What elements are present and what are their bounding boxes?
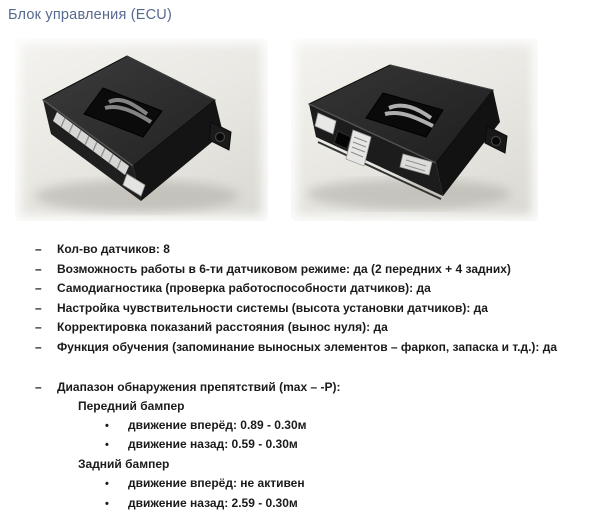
range-item-text: движение вперёд: не активен <box>128 475 305 490</box>
dash-marker: – <box>35 380 42 394</box>
range-item <box>35 474 592 494</box>
bullet-marker: • <box>105 497 109 510</box>
dash-marker: – <box>35 261 42 276</box>
dash-marker: – <box>35 281 42 296</box>
spec-item <box>35 240 592 260</box>
range-item <box>35 494 592 514</box>
spec-list-range <box>35 378 592 514</box>
range-item-text: движение вперёд: 0.89 - 0.30м <box>128 417 307 432</box>
range-heading: Диапазон обнаружения препятствий (max – -P): <box>57 380 341 394</box>
spec-item-text: Возможность работы в 6-ти датчиковом режиме: да (2 передних + 4 задних) <box>57 261 511 276</box>
bullet-marker: • <box>105 477 109 490</box>
spec-item <box>35 260 592 280</box>
ecu-box-front-left-view <box>15 38 268 221</box>
spec-item-text: Функция обучения (запоминание выносных элементов – фаркоп, запаска и т.д.): да <box>57 339 558 354</box>
spec-item <box>35 338 592 358</box>
range-heading-row <box>35 378 592 397</box>
dash-marker: – <box>35 242 42 256</box>
spec-item <box>35 279 592 299</box>
spec-item <box>35 299 592 319</box>
range-item-text: движение назад: 0.59 - 0.30м <box>128 437 298 452</box>
spec-item-text: Самодиагностика (проверка работоспособности датчиков): да <box>57 281 431 296</box>
spec-list-main <box>35 240 592 358</box>
ecu-box-front-right-view <box>291 38 538 221</box>
bullet-marker: • <box>105 439 109 452</box>
dash-marker: – <box>35 300 42 315</box>
ecu-photo-left <box>15 38 268 221</box>
dash-marker: – <box>35 339 42 354</box>
range-item <box>35 416 592 436</box>
spec-item <box>35 318 592 338</box>
spec-item-text: Корректировка показаний расстояния (вынос нуля): да <box>57 320 388 335</box>
range-group-name-front: Передний бампер <box>78 398 185 413</box>
page-title: Блок управления (ECU) <box>8 7 172 23</box>
dash-marker: – <box>35 320 42 335</box>
range-item-text: движение назад: 2.59 - 0.30м <box>128 495 298 510</box>
spec-item-text: Настройка чувствительности системы (высота установки датчиков): да <box>57 300 488 315</box>
range-item <box>35 435 592 455</box>
bullet-marker: • <box>105 419 109 432</box>
range-group-name-rear: Задний бампер <box>78 457 170 472</box>
ecu-photo-right <box>291 38 538 221</box>
spec-item-text: Кол-во датчиков: 8 <box>57 242 170 256</box>
